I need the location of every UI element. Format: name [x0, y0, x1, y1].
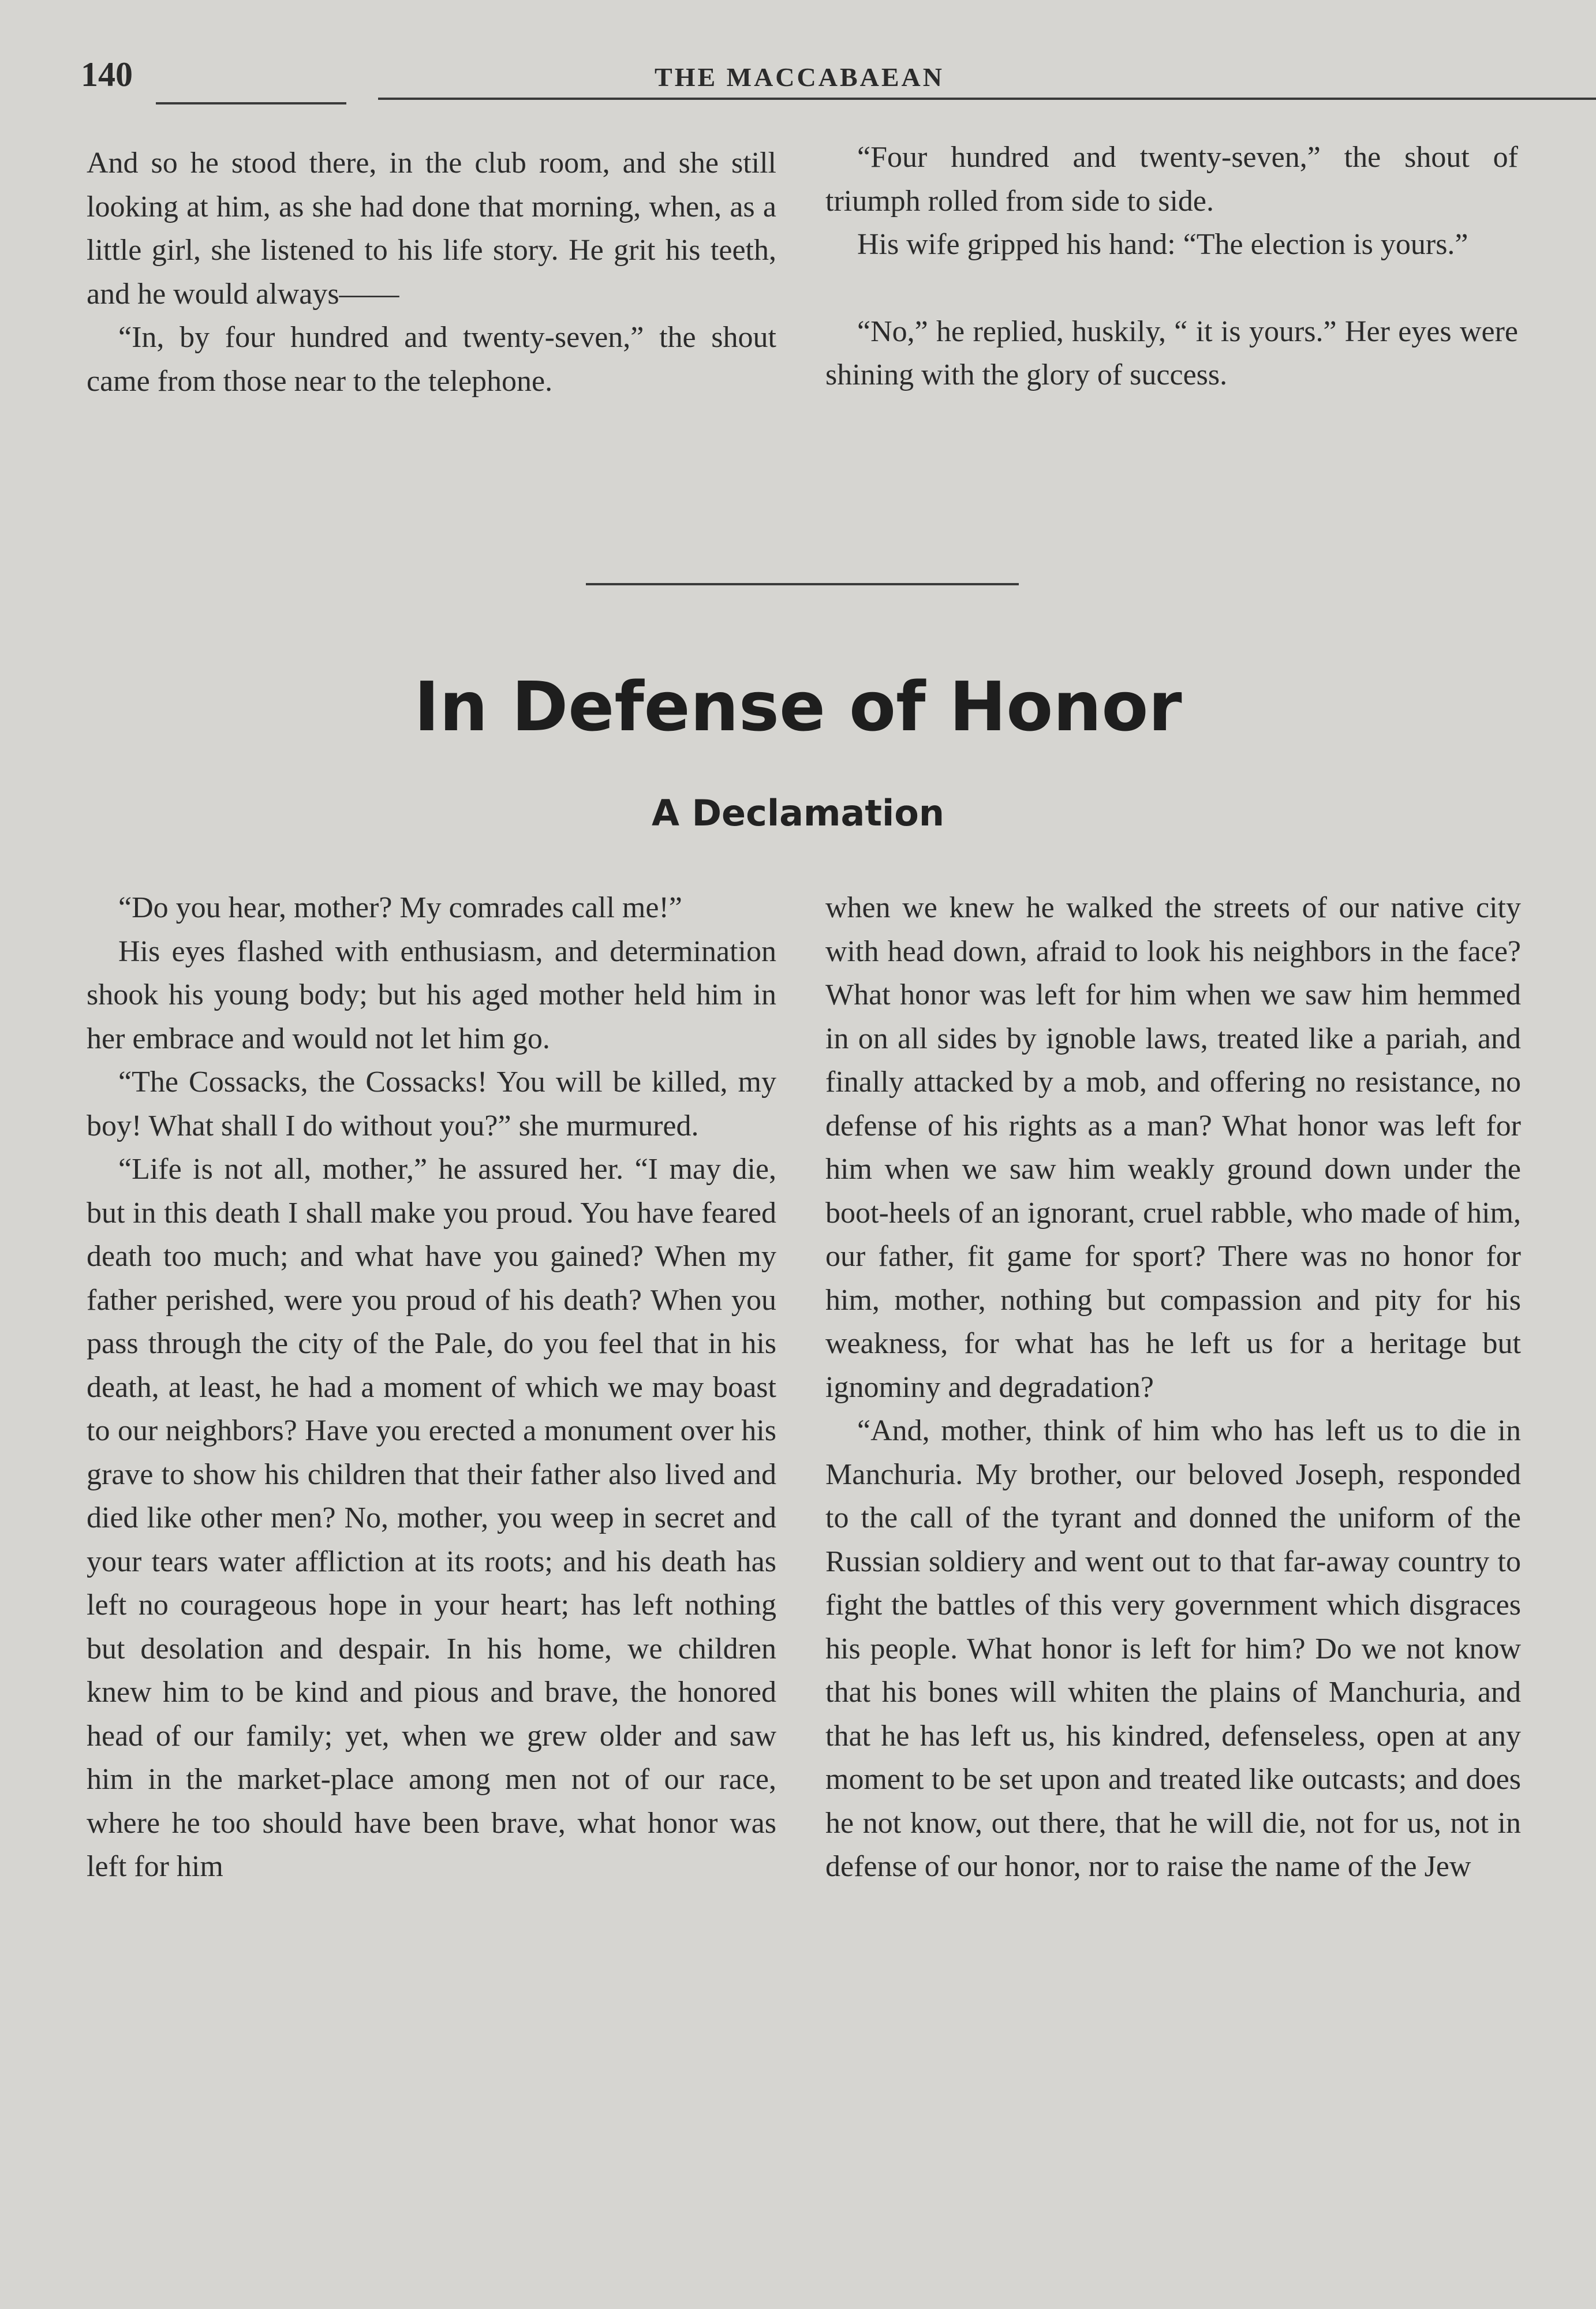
running-title: THE MACCABAEAN — [655, 62, 944, 92]
paragraph: “The Cossacks, the Cossacks! You will be killed, my boy! What shall I do without you?” she murmured. — [87, 1066, 776, 1142]
header-rule-left — [156, 102, 346, 104]
page-number: 140 — [81, 55, 133, 94]
paragraph: “Four hundred and twenty-seven,” the shout of triumph rolled from side to side. — [825, 141, 1518, 218]
paragraph: “Life is not all, mother,” he assured her. “I may die, but in this death I shall make you proud. You have feared death too much; and what have you gained? When my father perished, were you proud of his death? When you pass through the city of the Pale, do you feel that in his death, at least, he had a moment of which we may boast to our neighbors? Have you erected a monument over his grave to show his children that their father also lived and died like other men? No, mother, you weep in secret and your tears water affliction at its roots; and his death has left no courageous hope in your heart; has left nothing but desolation and despair. In his home, we children knew him to be kind and pious and brave, the honored head of our family; yet, when we grew older and saw him in the market-place among men not of our race, where he too should have been brave, what honor was left for him — [87, 1153, 776, 1883]
paragraph: when we knew he walked the streets of our native city with head down, afraid to look his neighbors in the face? What honor was left for him when we saw him hemmed in on all sides by ignoble laws, treated like a pariah, and finally attacked by a mob, and offering no resistance, no defense of his rights as a man? What honor was left for him when we saw him weakly ground down under the boot-heels of an ignorant, cruel rabble, who made of him, our father, fit game for sport? There was no honor for him, mother, nothing but compassion and pity for his weakness, for what has he left us for a heritage but ignominy and degradation? — [825, 891, 1521, 1404]
paragraph: “And, mother, think of him who has left us to die in Manchuria. My brother, our beloved Joseph, responded to the call of the tyrant and donned the uniform of the Russian soldiery and went out to that far-away country to fight the battles of this very government which disgraces his people. What honor is left for him? Do we not know that his bones will whiten the plains of Manchuria, and that he has left us, his kindred, defenseless, open at any moment to be set upon and treated like outcasts; and does he not know, out there, that he will die, not for us, not in defense of our honor, nor to raise the name of the Jew — [825, 1414, 1521, 1883]
paragraph: His wife gripped his hand: “The election is yours.” — [857, 228, 1468, 261]
article-subtitle: A Declamation — [652, 792, 944, 834]
article-left-column — [87, 886, 776, 1889]
article-title: In Defense of Honor — [414, 667, 1182, 746]
previous-story-left-column — [87, 141, 776, 403]
paragraph: “No,” he replied, huskily, “ it is yours.” Her eyes were shining with the glory of success. — [825, 315, 1518, 391]
paragraph: His eyes flashed with enthusiasm, and determination shook his young body; but his aged mother held him in her embrace and would not let him go. — [87, 935, 776, 1055]
previous-story-right-column — [825, 136, 1518, 397]
article-right-column — [825, 886, 1521, 1889]
paragraph: “In, by four hundred and twenty-seven,” the shout came from those near to the telephone. — [87, 321, 776, 398]
paragraph: And so he stood there, in the club room, and she still looking at him, as she had done that morning, when, as a little girl, she listened to his life story. He grit his teeth, and he would always—— — [87, 147, 776, 311]
header-rule-right — [378, 98, 1596, 100]
page-header — [81, 55, 1518, 107]
paragraph: “Do you hear, mother? My comrades call me!” — [118, 891, 682, 924]
section-divider — [586, 583, 1019, 585]
